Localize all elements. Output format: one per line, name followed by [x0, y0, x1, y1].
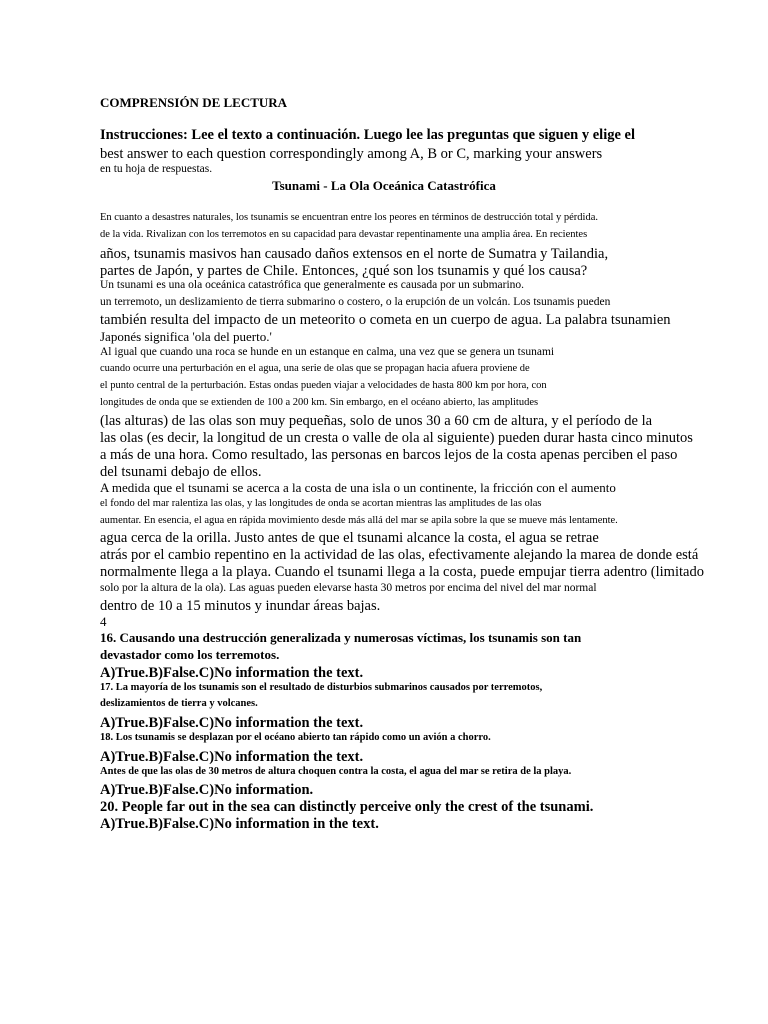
instructions-line-2: best answer to each question correspondingly among A, B or C, marking your answers [100, 146, 603, 162]
question-17-line-2: deslizamientos de tierra y volcanes. [100, 698, 258, 709]
question-16-line-2: devastador como los terremotos. [100, 647, 280, 662]
body-line: el punto central de la perturbación. Estas ondas pueden viajar a velocidades de hasta 800 km por hora, con [100, 380, 547, 391]
body-line: las olas (es decir, la longitud de un cresta o valle de ola al siguiente) pueden durar hasta cinco minutos [100, 430, 693, 446]
body-line: longitudes de onda que se extienden de 100 a 200 km. Sin embargo, en el océano abierto, las amplitudes [100, 397, 539, 408]
question-17-line-1: 17. La mayoría de los tsunamis son el resultado de disturbios submarinos causados por terremotos, [100, 682, 543, 693]
question-20-options: A)True.B)False.C)No information in the text. [100, 816, 379, 832]
body-line: el fondo del mar ralentiza las olas, y las longitudes de onda se acortan mientras las amplitudes de las olas [100, 498, 542, 509]
body-line: a más de una hora. Como resultado, las personas en barcos lejos de la costa apenas perciben el paso [100, 447, 678, 463]
body-line: dentro de 10 a 15 minutos y inundar áreas bajas. [100, 598, 381, 614]
body-line: Japonés significa 'ola del puerto.' [100, 329, 272, 344]
body-line: (las alturas) de las olas son muy pequeñas, solo de unos 30 a 60 cm de altura, y el período de la [100, 413, 653, 429]
question-16-line-1: 16. Causando una destrucción generalizada y numerosas víctimas, los tsunamis son tan [100, 630, 582, 645]
body-line: Un tsunami es una ola oceánica catastrófica que generalmente es causada por un submarino. [100, 279, 525, 291]
instructions-line-3: en tu hoja de respuestas. [100, 163, 213, 175]
body-line: un terremoto, un deslizamiento de tierra submarino o costero, o la erupción de un volcán. Los tsunamis pueden [100, 296, 611, 308]
question-18-text: 18. Los tsunamis se desplazan por el océano abierto tan rápido como un avión a chorro. [100, 732, 491, 743]
body-line: A medida que el tsunami se acerca a la costa de una isla o un continente, la fricción con el aumento [100, 480, 616, 495]
question-20-text: 20. People far out in the sea can distinctly perceive only the crest of the tsunami. [100, 799, 594, 815]
body-line: agua cerca de la orilla. Justo antes de que el tsunami alcance la costa, el agua se retrae [100, 530, 599, 546]
question-19-options: A)True.B)False.C)No information. [100, 782, 314, 798]
question-19-text: Antes de que las olas de 30 metros de altura choquen contra la costa, el agua del mar se retira de la playa. [100, 766, 572, 777]
body-line: de la vida. Rivalizan con los terremotos en su capacidad para devastar repentinamente una amplia área. En recientes [100, 229, 588, 240]
body-line: En cuanto a desastres naturales, los tsunamis se encuentran entre los peores en términos de destrucción total y pérdida. [100, 212, 599, 223]
body-line: cuando ocurre una perturbación en el agua, una serie de olas que se propagan hacia afuera proviene de [100, 363, 530, 374]
body-line: aumentar. En esencia, el agua en rápida movimiento desde más allá del mar se apila sobre la que se mueve más lentamente. [100, 515, 618, 526]
body-line: atrás por el cambio repentino en la actividad de las olas, efectivamente alejando la marea de donde está [100, 547, 699, 563]
question-18-options: A)True.B)False.C)No information the text. [100, 749, 364, 765]
question-16-options: A)True.B)False.C)No information the text. [100, 665, 364, 681]
body-line: partes de Japón, y partes de Chile. Entonces, ¿qué son los tsunamis y qué los causa? [100, 263, 588, 279]
body-line: también resulta del impacto de un meteorito o cometa en un cuerpo de agua. La palabra tsunamien [100, 312, 671, 328]
question-17-options: A)True.B)False.C)No information the text. [100, 715, 364, 731]
body-line: normalmente llega a la playa. Cuando el tsunami llega a la costa, puede empujar tierra adentro (limitado [100, 564, 704, 580]
body-line: años, tsunamis masivos han causado daños extensos en el norte de Sumatra y Tailandia, [100, 246, 609, 262]
instructions-line-1: Instrucciones: Lee el texto a continuación. Luego lee las preguntas que siguen y elige el [100, 127, 635, 143]
body-line: del tsunami debajo de ellos. [100, 464, 262, 480]
body-line: solo por la altura de la ola). Las aguas pueden elevarse hasta 30 metros por encima del nivel del mar normal [100, 582, 597, 594]
article-title: Tsunami - La Ola Oceánica Catastrófica [272, 178, 496, 193]
document-heading: COMPRENSIÓN DE LECTURA [100, 95, 288, 110]
page-number: 4 [100, 614, 107, 629]
body-line: Al igual que cuando una roca se hunde en un estanque en calma, una vez que se genera un tsunami [100, 346, 555, 358]
